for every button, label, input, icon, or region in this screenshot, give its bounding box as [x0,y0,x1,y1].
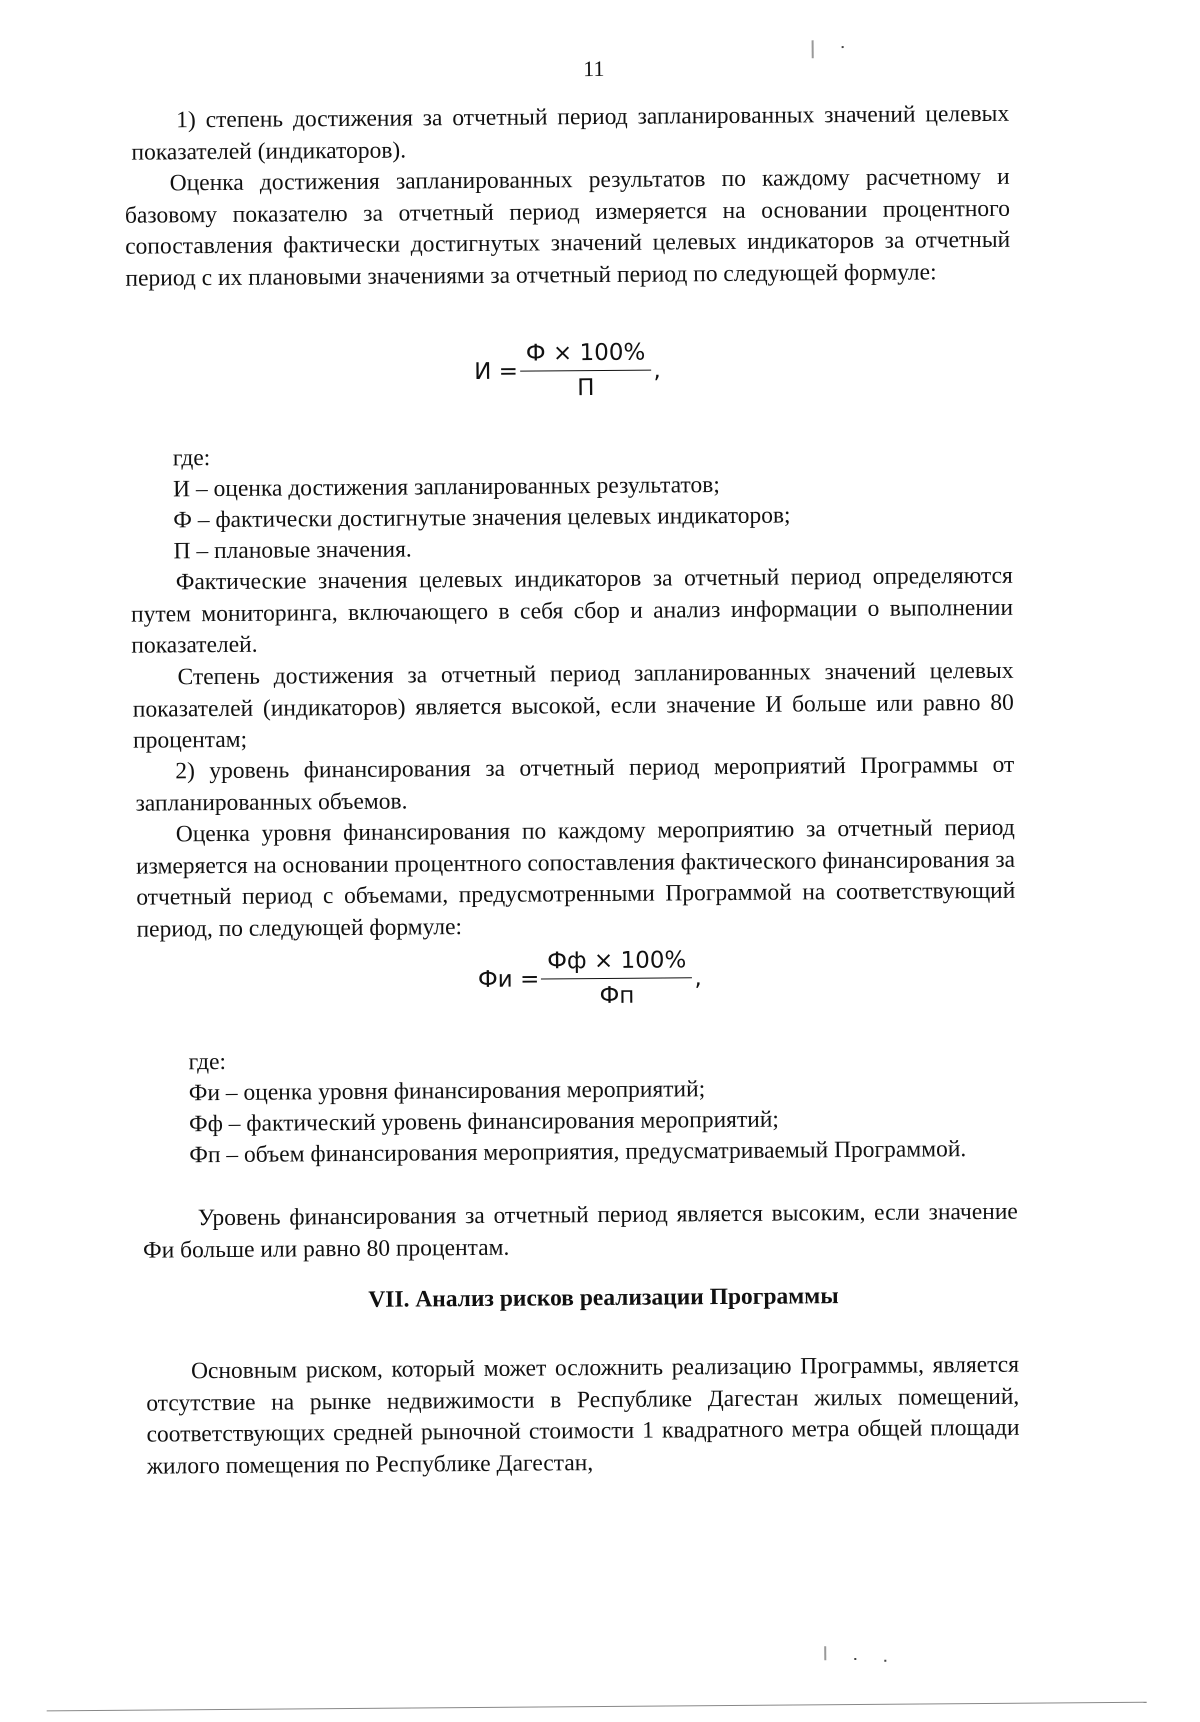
definition-item: Фи – оценка уровня финансирования мероприятий; [188,1076,706,1107]
section-heading: VII. Анализ рисков реализации Программы [368,1283,839,1313]
formula-lhs: И = [474,358,519,385]
paragraph-results-assessment: Оценка достижения запланированных результатов по каждому расчетному и базовому показателю за отчетный период измеряется на основании процентного сопоставления фактически достигнутых значений целевых индикаторов за отчетный период с их плановыми значениями за отчетный период по следующей формуле: [124,163,1011,292]
formula-denominator: П [577,375,595,402]
formula-denominator: Фп [599,982,635,1010]
where-label: где: [188,1048,227,1076]
definition-item: Ф – фактически достигнутые значения целевых индикаторов; [173,502,791,534]
formula-lhs: Фи = [477,965,540,993]
paragraph-funding-high: Уровень финансирования за отчетный период является высоким, если значение Фи больше или равно 80 процентам. [142,1198,1018,1264]
scan-speck [884,1660,886,1662]
paragraph-funding-assessment: Оценка уровня финансирования по каждому мероприятию за отчетный период измеряется на основании процентного сопоставления фактического финансирования за отчетный период с объемами, предусмотренными Программой на соответствующий период, по следующей формуле: [135,814,1016,943]
where-label: где: [172,445,211,472]
formula-fraction [520,340,652,402]
definition-item: И – оценка достижения запланированных результатов; [172,472,720,503]
scan-edge-line [47,1702,1147,1712]
definition-item: Фф – фактический уровень финансирования мероприятий; [188,1106,780,1138]
formula-numerator: Ф × 100% [525,339,646,367]
formula-fraction [541,947,693,1009]
paragraph-actual-values: Фактические значения целевых индикаторов за отчетный период определяются путем мониторинга, включающего в себя сбор и анализ информации о выполнении показателей. [130,562,1014,659]
paragraph-high-achievement: Степень достижения за отчетный период запланированных значений целевых показателей (индикаторов) является высокой, если значение И больше или равно 80 процентам; [132,657,1014,754]
paragraph-target-indicators: 1) степень достижения за отчетный период запланированных значений целевых показателей (индикаторов). [131,100,1010,166]
formula-results-index [474,340,661,402]
formula-numerator: Фф × 100% [547,947,687,975]
scan-speck [854,1658,856,1660]
formula-trail: , [653,357,661,384]
scan-speck [842,46,844,48]
scan-speck [812,40,814,58]
definition-item-last: Фп – объем финансирования мероприятия, предусматриваемый Программой. [189,1136,967,1169]
scan-speck [824,1646,826,1660]
page-number: 11 [583,55,605,82]
paragraph-main-risk: Основным риском, который может осложнить реализацию Программы, является отсутствие на рынке недвижимости в Республике Дагестан жилых помещений, соответствующих средней рыночной стоимости 1 квадратного метра общей площади жилого помещения по Республике Дагестан, [146,1351,1020,1480]
formula-funding-index [478,947,702,1010]
paragraph-funding-level: 2) уровень финансирования за отчетный период мероприятий Программы от запланированных объемов. [135,751,1015,817]
definition-item: П – плановые значения. [173,536,412,565]
formula-trail: , [694,964,702,991]
